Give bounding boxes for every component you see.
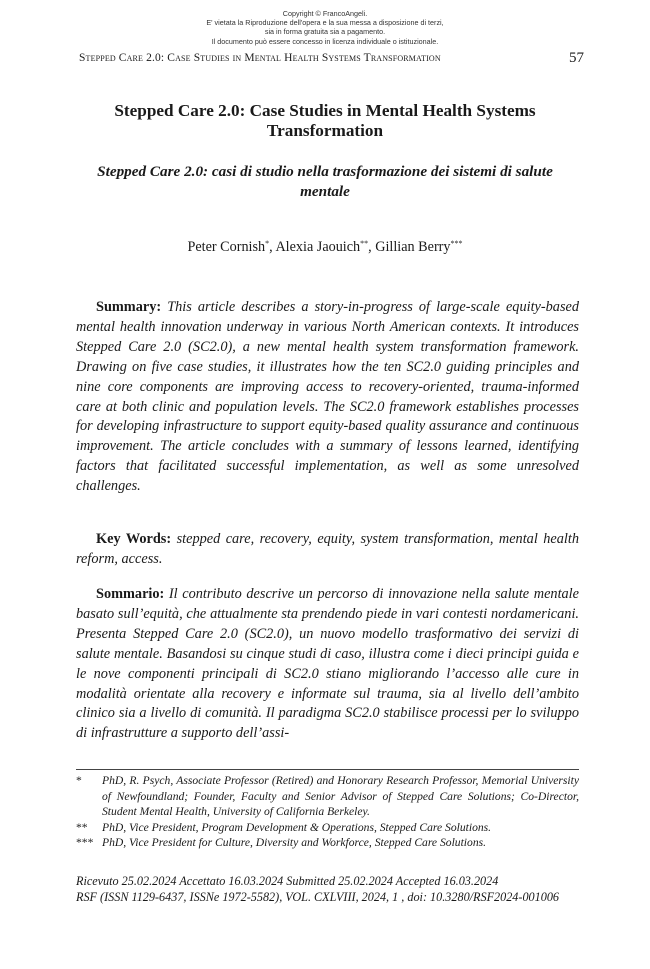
footnote [76,773,579,820]
footnote [76,820,579,836]
author-mark: *** [450,239,463,248]
footnote-text: PhD, Vice President, Program Development & Operations, Stepped Care Solutions. [102,820,492,834]
author-list: Peter Cornish*, Alexia Jaouich**, Gillian Berry*** [187,239,463,255]
sommario-label: Sommario: [96,586,165,602]
footnote-text: PhD, Vice President for Culture, Diversity and Workforce, Stepped Care Solutions. [102,836,487,850]
keywords-label: Key Words: [96,531,172,547]
article-subtitle: Stepped Care 2.0: casi di studio nella trasformazione dei sistemi di salute mentale [97,163,553,200]
sommario-paragraph [76,585,579,744]
author-name: Gillian Berry [375,239,451,255]
author-name: Peter Cornish [187,239,266,255]
author-mark: ** [360,239,369,248]
keywords-paragraph [76,530,579,570]
author-name: Alexia Jaouich [275,239,361,255]
summary-label: Summary: [96,299,162,315]
copyright-notice [0,9,650,46]
keywords-text: stepped care, recovery, equity, system transformation, mental health reform, access. [76,531,579,567]
footnote-mark: *** [76,836,94,850]
submission-dates: Ricevuto 25.02.2024 Accettato 16.03.2024 Submitted 25.02.2024 Accepted 16.03.2024 [76,874,499,888]
running-title: Stepped Care 2.0: Case Studies in Mental Health Systems Transformation [79,52,441,64]
copyright-line: Il documento può essere concesso in licenza individuale o istituzionale. [211,36,439,46]
footnote-mark: * [76,774,82,787]
copyright-line: sia in forma gratuita sia a pagamento. [264,27,386,37]
footnote-divider [76,769,579,770]
publication-info [76,873,579,906]
copyright-line: E' vietata la Riproduzione dell'opera e la sua messa a disposizione di terzi, [206,18,444,28]
footnote [76,835,579,851]
sommario-text: Il contributo descrive un percorso di innovazione nella salute mentale basato sull’equità, che attualmente sta prendendo piede in vari contesti nordamericani. Presenta Stepped Care 2.0 (SC2.0), un nuovo modello trasformativo dei servizi di salute mentale. Basandosi su cinque studi di caso, illustra come i dieci principi guida e le nove componenti principali di SC2.0 stiano migliorando l’accesso alle cure in modalità orientate alla recovery e informate sul trauma, sia al livello dell’ambito clinico sia a livello di comunità. Il paradigma SC2.0 stabilisce processi per lo sviluppo di infrastrutture a supporto dell’assi- [76,586,580,742]
footnote-text: PhD, R. Psych, Associate Professor (Retired) and Honorary Research Professor, Memorial University of Newfoundland; Founder, Faculty and Senior Advisor of Stepped Care Solutions; Co-Director, Student Mental Health, University of California Berkeley. [102,774,579,819]
summary-paragraph [76,298,579,497]
citation-line: RSF (ISSN 1129-6437, ISSNe 1972-5582), VOL. CXLVIII, 2024, 1 , doi: 10.3280/RSF2024-001006 [76,890,560,905]
footnotes [76,773,579,851]
running-header [79,51,584,69]
author-mark: * [265,239,270,248]
page-number: 57 [569,50,584,66]
summary-text: This article describes a story-in-progress of large-scale equity-based mental health innovation underway in various North American contexts. It introduces Stepped Care 2.0 (SC2.0), a new mental health system transformation framework. Drawing on five case studies, it illustrates how the ten SC2.0 guiding principles and nine core components are improving access to recovery-oriented, trauma-informed care at both clinic and population levels. The SC2.0 framework establishes processes for developing infrastructure to support equity-based quality assurance and continuous improvement. The article concludes with a summary of lessons learned, identifying factors that facilitated successful implementation, as well as some unresolved challenges. [76,299,579,495]
article-title: Stepped Care 2.0: Case Studies in Mental Health Systems Transformation [114,101,536,140]
copyright-line: Copyright © FrancoAngeli. [282,9,368,18]
footnote-mark: ** [76,820,88,834]
